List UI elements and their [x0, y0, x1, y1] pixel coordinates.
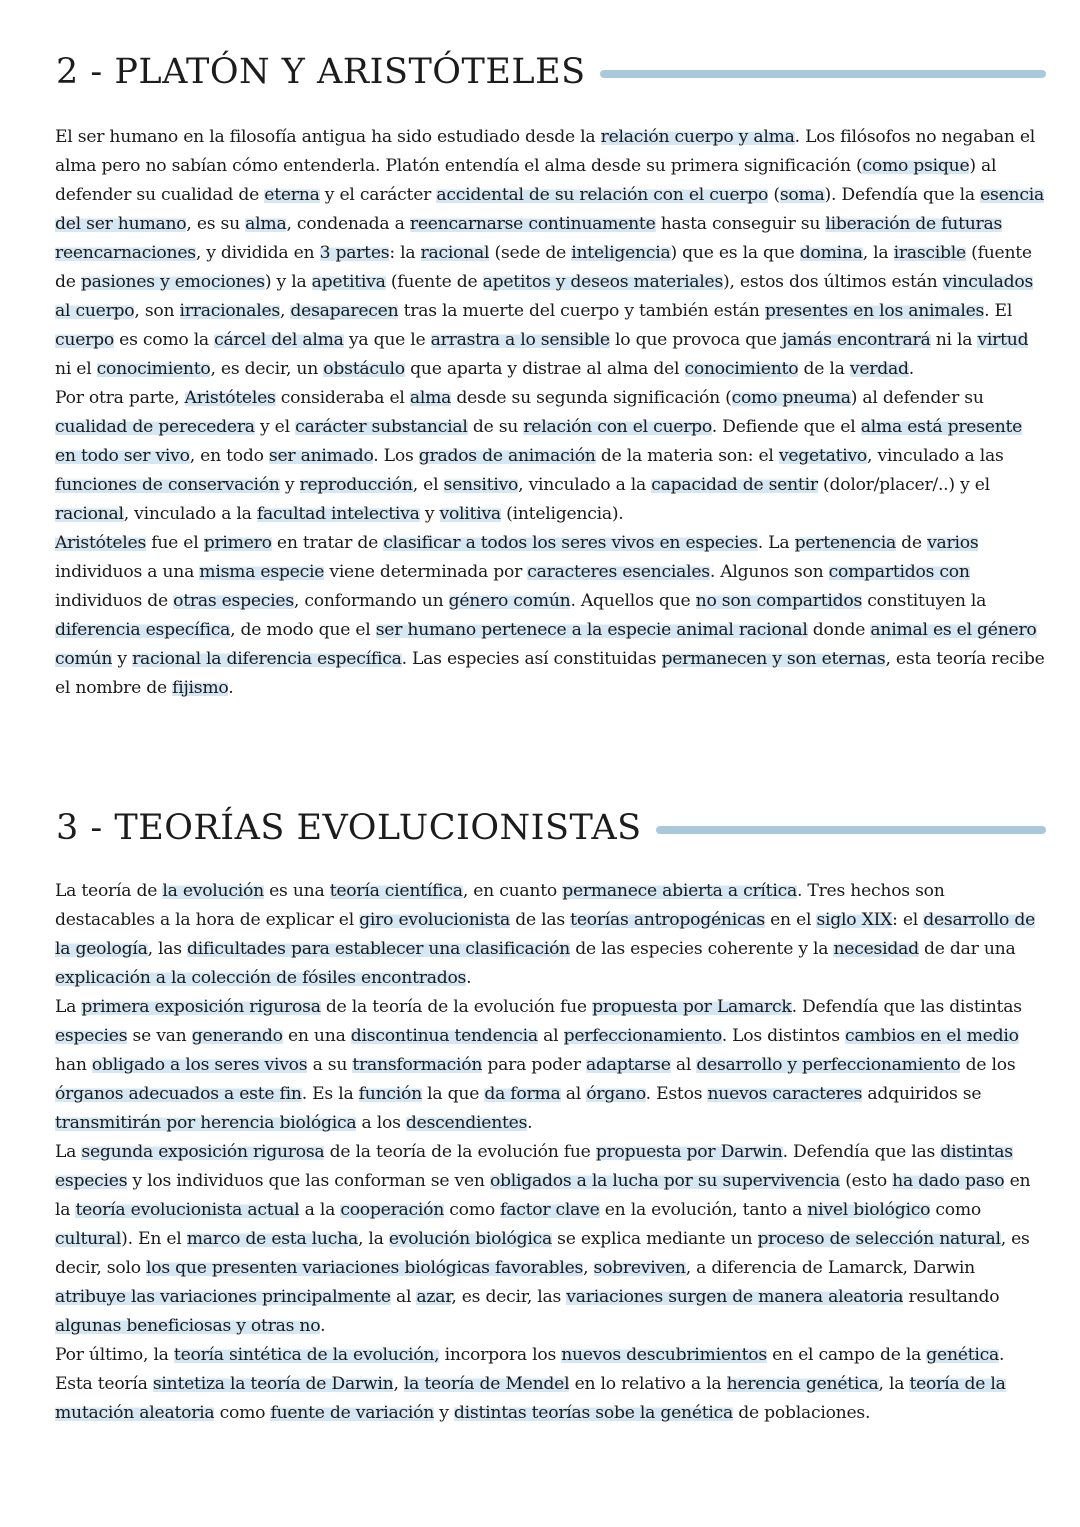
text-run: y [279, 475, 300, 495]
text-run: , el [412, 475, 444, 495]
text-run: consideraba el [275, 388, 410, 408]
highlighted-text: obligados a la lucha por su supervivencia [489, 1171, 840, 1191]
text-run: , son [134, 301, 180, 321]
highlighted-text: sobreviven [593, 1258, 686, 1278]
highlighted-text: atribuye las variaciones principalmente [55, 1287, 391, 1307]
highlighted-text: cooperación [340, 1200, 445, 1220]
highlighted-text: desaparecen [290, 301, 399, 321]
text-run: , conformando un [293, 591, 449, 611]
text-run: , la [357, 1229, 389, 1249]
highlighted-text: reencarnarse continuamente [409, 214, 656, 234]
highlighted-text: como psique [862, 156, 970, 176]
highlighted-text: virtud [977, 330, 1029, 350]
text-run: de la [798, 359, 850, 379]
text-run: . Defendía que las distintas [791, 997, 1022, 1017]
text-run: La [55, 1142, 82, 1162]
highlighted-text: variaciones surgen de manera aleatoria [566, 1287, 904, 1307]
highlighted-text: especies [55, 1026, 128, 1046]
text-run: a su [307, 1055, 353, 1075]
highlighted-text: accidental de su relación con el cuerpo [436, 185, 769, 205]
highlighted-text: teorías antropogénicas [570, 910, 765, 930]
highlighted-text: facultad intelectiva [256, 504, 420, 524]
paragraph [55, 993, 1045, 1138]
text-run: . El [984, 301, 1013, 321]
text-run: . Defiende que el [711, 417, 861, 437]
section-header-teorias-evolucionistas [56, 808, 1046, 848]
highlighted-text: caracteres esenciales [527, 562, 710, 582]
text-run: de las especies coherente y la [570, 939, 834, 959]
text-run: de la teoría de la evolución fue [320, 997, 593, 1017]
highlighted-text: diferencia específica [55, 620, 231, 640]
text-run: al [670, 1055, 697, 1075]
section-title-rule [600, 70, 1046, 78]
highlighted-text: órgano [586, 1084, 646, 1104]
text-run: al [390, 1287, 417, 1307]
highlighted-text: funciones de conservación [55, 475, 280, 495]
highlighted-text: factor clave [500, 1200, 600, 1220]
highlighted-text: racional [55, 504, 124, 524]
text-run: (fuente de [55, 243, 1032, 292]
text-run: ) al defender su [850, 388, 984, 408]
highlighted-text: cambios en el medio [845, 1026, 1019, 1046]
text-run: a la [299, 1200, 341, 1220]
highlighted-text: evolución biológica [388, 1229, 552, 1249]
section-title-rule [656, 826, 1046, 834]
text-run: lo que provoca que [609, 330, 782, 350]
highlighted-text: relación cuerpo y alma [600, 127, 795, 147]
highlighted-text: pasiones y emociones [80, 272, 265, 292]
text-run: (esto [840, 1171, 893, 1191]
text-run: desde su segunda significación ( [451, 388, 732, 408]
highlighted-text: los que presenten variaciones biológicas favorables [146, 1258, 584, 1278]
text-run: como [930, 1200, 982, 1220]
highlighted-text: necesidad [833, 939, 919, 959]
text-run: y el carácter [319, 185, 437, 205]
text-run: han [55, 1055, 92, 1075]
highlighted-text: generando [191, 1026, 283, 1046]
text-run: y el [254, 417, 296, 437]
text-run: La teoría de [55, 881, 163, 901]
text-run: , a diferencia de Lamarck, Darwin [685, 1258, 975, 1278]
highlighted-text: propuesta por Lamarck [592, 997, 792, 1017]
text-run: de las [510, 910, 571, 930]
text-run: , [393, 1374, 404, 1394]
text-run: . Los [373, 446, 419, 466]
text-run: (dolor/placer/..) y el [817, 475, 990, 495]
highlighted-text: compartidos con [828, 562, 970, 582]
text-run: constituyen la [862, 591, 987, 611]
text-run: de los [960, 1055, 1016, 1075]
section-body-platon-aristoteles [55, 123, 1045, 703]
text-run: en el campo de la [766, 1345, 927, 1365]
highlighted-text: alma está presente en todo ser vivo [55, 417, 1023, 466]
text-run: . Esta teoría [55, 1345, 1005, 1394]
highlighted-text: 3 partes [319, 243, 390, 263]
highlighted-text: esencia del ser humano [55, 185, 1044, 234]
highlighted-text: cultural [55, 1229, 122, 1249]
highlighted-text: irracionales [179, 301, 280, 321]
text-run: incorpora los [439, 1345, 562, 1365]
text-run: que aparta y distrae al alma del [404, 359, 685, 379]
highlighted-text: capacidad de sentir [651, 475, 818, 495]
highlighted-text: función [358, 1084, 422, 1104]
highlighted-text: vegetativo [778, 446, 868, 466]
text-run: de dar una [918, 939, 1016, 959]
highlighted-text: ha dado paso [892, 1171, 1005, 1191]
highlighted-text: fijismo [172, 678, 229, 698]
highlighted-text: desarrollo de la geología [55, 910, 1036, 959]
text-run: resultando [903, 1287, 1000, 1307]
highlighted-text: dificultades para establecer una clasificación [187, 939, 570, 959]
highlighted-text: animal es el género común [55, 620, 1037, 669]
text-run: , vinculado a las [867, 446, 1004, 466]
text-run: ) y la [264, 272, 312, 292]
highlighted-text: apetitiva [311, 272, 386, 292]
section-title: 3 - TEORÍAS EVOLUCIONISTAS [56, 808, 642, 848]
paragraph [55, 1138, 1045, 1341]
highlighted-text: arrastra a lo sensible [430, 330, 610, 350]
text-run: ) que es la que [670, 243, 800, 263]
text-run: ya que le [343, 330, 431, 350]
highlighted-text: fuente de variación [270, 1403, 435, 1423]
text-run: Por otra parte, [55, 388, 185, 408]
text-run: ni la [930, 330, 978, 350]
highlighted-text: carácter substancial [295, 417, 468, 437]
paragraph [55, 877, 1045, 993]
section-header-platon-aristoteles [56, 52, 1046, 92]
text-run: a los [356, 1113, 406, 1133]
text-run: viene determinada por [324, 562, 528, 582]
text-run: (fuente de [385, 272, 483, 292]
text-run: ( [768, 185, 780, 205]
text-run: : el [892, 910, 924, 930]
text-run: , es su [186, 214, 246, 234]
text-run: fue el [146, 533, 204, 553]
text-run: ), estos dos últimos están [723, 272, 943, 292]
section-body-teorias-evolucionistas [55, 877, 1045, 1428]
text-run: , vinculado a la [518, 475, 652, 495]
highlighted-text: conocimiento [684, 359, 799, 379]
highlighted-text: pertenencia [794, 533, 896, 553]
highlighted-text: jamás encontrará [781, 330, 931, 350]
text-run: como [214, 1403, 271, 1423]
highlighted-text: explicación a la colección de fósiles encontrados [55, 968, 467, 988]
highlighted-text: obstáculo [323, 359, 405, 379]
text-run: ). Defendía que la [824, 185, 981, 205]
text-run: . [320, 1316, 326, 1336]
text-run: de la teoría de la evolución fue [324, 1142, 596, 1162]
highlighted-text: permanece abierta a crítica [562, 881, 797, 901]
text-run: donde [807, 620, 871, 640]
highlighted-text: teoría evolucionista actual [75, 1200, 300, 1220]
text-run: La [55, 997, 82, 1017]
highlighted-text: vinculados al cuerpo [55, 272, 1034, 321]
text-run: es una [263, 881, 330, 901]
highlighted-text: inteligencia [571, 243, 671, 263]
text-run: . [466, 968, 472, 988]
highlighted-text: nuevos descubrimientos [561, 1345, 767, 1365]
text-run: , de modo que el [230, 620, 376, 640]
text-run: al [537, 1026, 564, 1046]
highlighted-text: cualidad de perecedera [55, 417, 255, 437]
text-run: para poder [482, 1055, 587, 1075]
text-run: . Los filósofos no negaban el alma pero no sabían cómo entenderla. Platón entendía el alma desde su primera significación ( [55, 127, 1036, 176]
highlighted-text: órganos adecuados a este fin [55, 1084, 302, 1104]
text-run: en una [282, 1026, 351, 1046]
text-run: ) al defender su cualidad de [55, 156, 997, 205]
highlighted-text: Aristóteles [55, 533, 147, 553]
text-run: en lo relativo a la [569, 1374, 727, 1394]
highlighted-text: perfeccionamiento [563, 1026, 722, 1046]
text-run: . Algunos son [709, 562, 829, 582]
text-run: de su [467, 417, 524, 437]
highlighted-text: primero [203, 533, 272, 553]
highlighted-text: género común [448, 591, 571, 611]
section-title: 2 - PLATÓN Y ARISTÓTELES [56, 52, 586, 92]
highlighted-text: clasificar a todos los seres vivos en especies [383, 533, 758, 553]
highlighted-text: sensitivo [443, 475, 519, 495]
text-run: , condenada a [286, 214, 410, 234]
text-run: , esta teoría recibe el nombre de [55, 649, 1045, 698]
text-run: de la materia son: el [595, 446, 779, 466]
text-run: . La [757, 533, 795, 553]
highlighted-text: apetitos y deseos materiales [482, 272, 724, 292]
highlighted-text: conocimiento [96, 359, 211, 379]
text-run: en el [764, 910, 817, 930]
highlighted-text: azar [416, 1287, 452, 1307]
text-run: , [583, 1258, 594, 1278]
text-run: , es decir, solo [55, 1229, 1030, 1278]
text-run: , en cuanto [462, 881, 563, 901]
highlighted-text: genética [926, 1345, 999, 1365]
highlighted-text: presentes en los animales [764, 301, 985, 321]
highlighted-text: primera exposición rigurosa [81, 997, 321, 1017]
text-run: . [527, 1113, 533, 1133]
text-run: se van [127, 1026, 192, 1046]
highlighted-text: varios [927, 533, 979, 553]
text-run: (inteligencia). [500, 504, 624, 524]
highlighted-text: marco de esta lucha [186, 1229, 358, 1249]
highlighted-text: permanecen y son eternas [661, 649, 886, 669]
highlighted-text: alma [245, 214, 287, 234]
text-run: tras la muerte del cuerpo y también están [398, 301, 765, 321]
highlighted-text: la evolución [162, 881, 264, 901]
text-run: , es decir, las [451, 1287, 567, 1307]
highlighted-text: cuerpo [55, 330, 114, 350]
highlighted-text: herencia genética [726, 1374, 879, 1394]
text-run: en tratar de [271, 533, 384, 553]
highlighted-text: discontinua tendencia [350, 1026, 538, 1046]
text-run: . [228, 678, 234, 698]
highlighted-text: como pneuma [731, 388, 851, 408]
highlighted-text: no son compartidos [695, 591, 863, 611]
highlighted-text: sintetiza la teoría de Darwin [152, 1374, 394, 1394]
highlighted-text: transformación [352, 1055, 483, 1075]
text-run: . Es la [301, 1084, 359, 1104]
paragraph [55, 1341, 1045, 1428]
highlighted-text: obligado a los seres vivos [91, 1055, 308, 1075]
text-run: . [908, 359, 914, 379]
text-run: , las [147, 939, 188, 959]
highlighted-text: algunas beneficiosas y otras no [55, 1316, 321, 1336]
highlighted-text: teoría científica [329, 881, 463, 901]
paragraph [55, 384, 1045, 529]
highlighted-text: otras especies [173, 591, 294, 611]
text-run: . Aquellos que [570, 591, 696, 611]
highlighted-text: eterna [264, 185, 320, 205]
text-run: hasta conseguir su [655, 214, 826, 234]
text-run: en la [55, 1171, 1031, 1220]
highlighted-text: misma especie [199, 562, 325, 582]
paragraph [55, 123, 1045, 384]
highlighted-text: verdad [849, 359, 909, 379]
highlighted-text: cárcel del alma [214, 330, 344, 350]
text-run: , vinculado a la [123, 504, 257, 524]
text-run: , es decir, un [210, 359, 324, 379]
text-run: individuos de [55, 591, 174, 611]
highlighted-text: desarrollo y perfeccionamiento [696, 1055, 961, 1075]
text-run: es como la [113, 330, 215, 350]
highlighted-text: soma [779, 185, 825, 205]
highlighted-text: da forma [484, 1084, 561, 1104]
text-run: , en todo [189, 446, 269, 466]
highlighted-text: distintas especies [55, 1142, 1013, 1191]
text-run: y [112, 649, 133, 669]
highlighted-text: propuesta por Darwin [595, 1142, 783, 1162]
text-run: y los individuos que las conforman se ven [127, 1171, 490, 1191]
highlighted-text: adaptarse [586, 1055, 671, 1075]
text-run: ). En el [121, 1229, 187, 1249]
highlighted-text: siglo XIX [816, 910, 893, 930]
highlighted-text: teoría de la mutación aleatoria [55, 1374, 1006, 1423]
text-run: adquiridos se [862, 1084, 982, 1104]
text-run: individuos a una [55, 562, 200, 582]
highlighted-text: relación con el cuerpo [523, 417, 712, 437]
text-run: como [444, 1200, 501, 1220]
highlighted-text: proceso de selección natural [757, 1229, 1001, 1249]
highlighted-text: alma [409, 388, 452, 408]
text-run: (sede de [489, 243, 572, 263]
highlighted-text: irascible [893, 243, 966, 263]
highlighted-text: descendientes [405, 1113, 528, 1133]
highlighted-text: transmitirán por herencia biológica [55, 1113, 357, 1133]
highlighted-text: reproducción [299, 475, 413, 495]
text-run: al [560, 1084, 587, 1104]
text-run: . Tres hechos son destacables a la hora de explicar el [55, 881, 945, 930]
text-run: . Estos [645, 1084, 708, 1104]
text-run: El ser humano en la filosofía antigua ha sido estudiado desde la [55, 127, 601, 147]
highlighted-text: ser animado [268, 446, 374, 466]
highlighted-text: segunda exposición rigurosa [81, 1142, 325, 1162]
text-run: Por último, la [55, 1345, 174, 1365]
text-run: y [434, 1403, 454, 1423]
highlighted-text: Aristóteles [184, 388, 276, 408]
highlighted-text: domina [799, 243, 863, 263]
text-run: ni el [55, 359, 97, 379]
highlighted-text: giro evolucionista [359, 910, 511, 930]
highlighted-text: distintas teorías sobe la genética [453, 1403, 734, 1423]
text-run: . Defendía que las [782, 1142, 941, 1162]
text-run: . Las especies así constituidas [401, 649, 662, 669]
highlighted-text: liberación de futuras reencarnaciones [55, 214, 1003, 263]
text-run: la que [421, 1084, 485, 1104]
text-run: , y dividida en [195, 243, 320, 263]
text-run: de [895, 533, 928, 553]
text-run: se explica mediante un [551, 1229, 758, 1249]
highlighted-text: grados de animación [418, 446, 596, 466]
highlighted-text: teoría sintética de la evolución, [173, 1345, 440, 1365]
highlighted-text: nuevos caracteres [707, 1084, 863, 1104]
highlighted-text: nivel biológico [807, 1200, 931, 1220]
text-run: , la [862, 243, 894, 263]
highlighted-text: ser humano pertenece a la especie animal racional [375, 620, 808, 640]
paragraph [55, 529, 1045, 703]
highlighted-text: racional la diferencia específica [132, 649, 402, 669]
text-run: de poblaciones. [733, 1403, 871, 1423]
highlighted-text: volitiva [439, 504, 501, 524]
text-run: . Los distintos [721, 1026, 845, 1046]
highlighted-text: racional [420, 243, 490, 263]
text-run: , la [878, 1374, 910, 1394]
text-run: : la [389, 243, 421, 263]
text-run: en la evolución, tanto a [599, 1200, 808, 1220]
text-run: y [419, 504, 440, 524]
text-run: , [279, 301, 291, 321]
highlighted-text: la teoría de Mendel [403, 1374, 570, 1394]
